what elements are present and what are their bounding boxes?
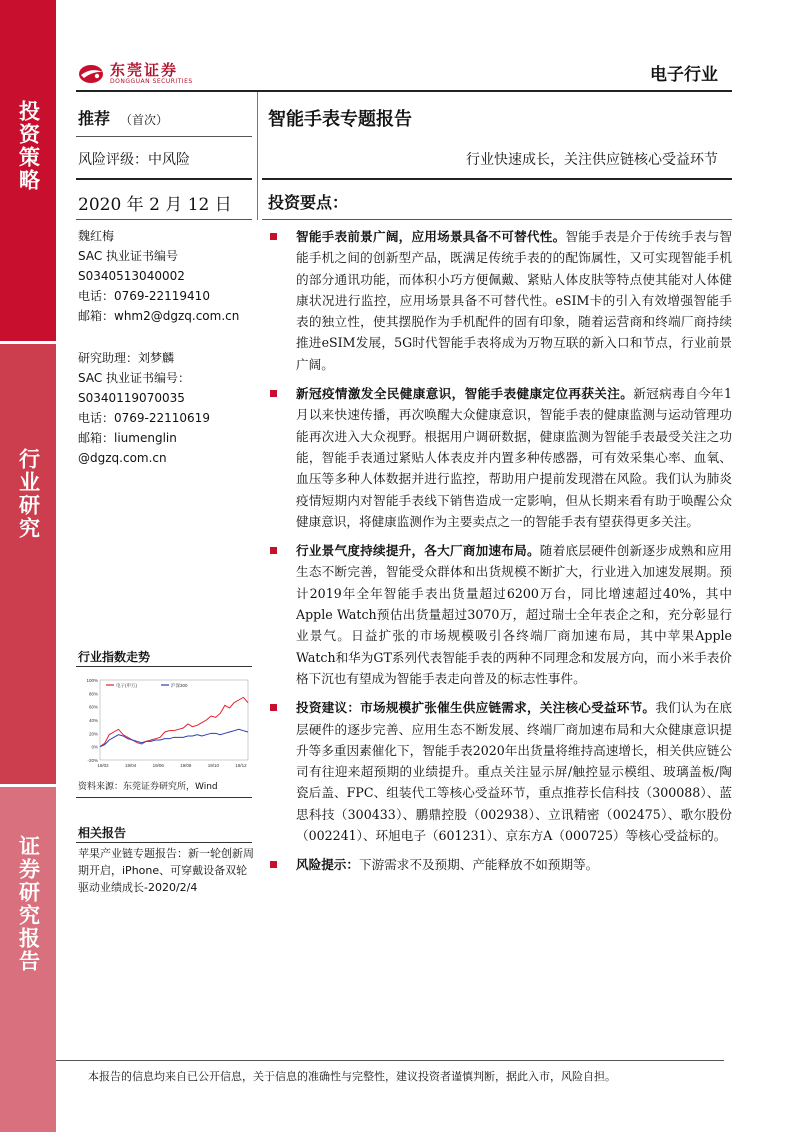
point-body: 随着底层硬件创新逐步成熟和应用生态不断完善，智能受众群体和出货规模不断扩大，行业进入加速发展期。预计2019年全年智能手表出货量超过6200万台，同比增速超过40%，其中Apple Watch预估出货量超过3070万，超过瑞士全年表企之和，充分彰显行业景气。日益扩张的市场规模吸引各终端厂商加速布局，其中苹果Apple Watch和华为GT系列代表智能手表的两种不同理念和发展方向，而小米手表价格下沉也有望成为智能手表走向普及的标志性事件。 xyxy=(296,543,733,686)
y-tick-label: 100% xyxy=(86,678,98,683)
point-body: 我们认为在底层硬件的逐步完善、应用生态不断发展、终端厂商加速布局和大众健康意识提升等多重因素催化下，智能手表2020年出货量将维持高速增长，相关供应链公司有往迎来超预期的业绩提升。重点关注显示屏/触控显示模组、玻璃盖板/陶瓷后盖、FPC、组装代工等核心受益环节，重点推荐长信科技（300088）、蓝思科技（300433）、鹏鼎控股（002938）、立讯精密（002475）、歌尔股份（002241）、环旭电子（601231）、京东方A（000725）等核心受益标的。 xyxy=(296,700,733,844)
series-line-electronics xyxy=(100,697,248,746)
divider xyxy=(76,842,252,843)
sidebar-section-research: 证券研究报告 xyxy=(0,787,56,1132)
y-tick-label: 80% xyxy=(88,691,98,697)
sidebar xyxy=(0,0,56,1132)
report-title: 智能手表专题报告 xyxy=(268,109,412,130)
report-subtitle: 行业快速成长，关注供应链核心受益环节 xyxy=(466,152,718,168)
key-point xyxy=(270,540,732,689)
key-points xyxy=(270,226,732,884)
legend-label: 沪深300 xyxy=(171,683,188,688)
related-reports-title: 相关报告 xyxy=(78,826,127,840)
point-head: 投资建议：市场规模扩张催生供应链需求，关注核心受益环节。 xyxy=(296,700,656,716)
point-head: 新冠疫情激发全民健康意识，智能手表健康定位再获关注。 xyxy=(296,386,634,402)
point-body: 新冠病毒自今年1月以来快速传播，再次唤醒大众健康意识，智能手表的健康监测与运动管理功能再次进入大众视野。根据用户调研数据，健康监测为智能手表最受关注之功能，智能手表通过紧贴人体表皮并内置多种传感器，可有效采集心率、血氧、血压等多种人体数据并进行监控，帮助用户提前发现潜在风险。我们认为肺炎疫情短期内对智能手表线下销售造成一定影响，但从长期来看有助于唤醒公众健康意识，将健康监测作为主要卖点之一的智能手表有望获得更多关注。 xyxy=(296,386,733,529)
risk-level: 风险评级：中风险 xyxy=(78,152,190,168)
divider xyxy=(262,219,732,220)
chart-source: 资料来源：东莞证券研究所，Wind xyxy=(78,782,218,792)
industry-tag: 电子行业 xyxy=(650,65,718,85)
brand-logo-icon xyxy=(78,63,106,85)
series-line-csi300 xyxy=(100,729,248,746)
y-tick-label: 20% xyxy=(88,731,98,737)
related-report-link[interactable]: 苹果产业链专题报告：新一轮创新周期开启，iPhone、可穿戴设备双轮驱动业绩成长-2020/2/4 xyxy=(78,847,254,894)
x-tick-label: 19/06 xyxy=(152,763,164,768)
rating: 推荐 （首次） xyxy=(78,109,169,128)
brand-name-en: DONGGUAN SECURITIES xyxy=(110,78,193,85)
key-point xyxy=(270,226,732,375)
assistant-email-domain: @dgzq.com.cn xyxy=(78,451,167,465)
point-body: 下游需求不及预期、产能释放不如预期等。 xyxy=(358,857,599,873)
bullet-icon xyxy=(270,704,277,711)
divider xyxy=(262,178,732,180)
legend-label: 电子(申万) xyxy=(116,683,137,688)
analyst-name: 魏红梅 xyxy=(78,229,115,243)
assistant-cert-number: S0340119070035 xyxy=(78,391,185,405)
key-point xyxy=(270,697,732,846)
index-trend-chart xyxy=(78,672,252,776)
divider xyxy=(56,1060,724,1061)
header-rule xyxy=(76,90,732,92)
x-tick-label: 19/04 xyxy=(124,763,137,768)
rating-note: （首次） xyxy=(120,113,169,127)
y-tick-label: 40% xyxy=(88,718,98,723)
assistant-cert-label: SAC 执业证书编号： xyxy=(78,371,191,385)
analyst-cert-number: S0340513040002 xyxy=(78,269,185,283)
report-date: 2020 年 2 月 12 日 xyxy=(78,195,232,215)
assistant-email: 邮箱：liumenglin xyxy=(78,431,177,445)
brand-logo xyxy=(78,62,193,86)
x-tick-label: 19/12 xyxy=(235,763,247,768)
chart-title: 行业指数走势 xyxy=(78,650,151,664)
key-point xyxy=(270,383,732,532)
bullet-icon xyxy=(270,390,277,397)
bullet-icon xyxy=(270,233,277,240)
chart-frame xyxy=(100,680,248,760)
y-tick-label: 0% xyxy=(91,744,98,750)
point-body: 智能手表是介于传统手表与智能手机之间的创新型产品，既满足传统手表的的配饰属性，又可实现智能手机的部分通讯功能，而体积小巧方便佩戴、紧贴人体皮肤等特点使其能对人体健康状况进行监控，应用场景具备不可替代性。eSIM卡的引入有效增强智能手表的独立性，使其摆脱作为手机配件的固有印象，随着运营商和终端厂商持续推进eSIM发展，5G时代智能手表将成为万物互联的新入口和节点，行业前景广阔。 xyxy=(296,229,733,372)
x-tick-label: 19/10 xyxy=(207,763,220,768)
analyst-info xyxy=(78,226,239,326)
assistant-name: 研究助理：刘梦麟 xyxy=(78,351,175,365)
assistant-info xyxy=(78,348,210,468)
divider xyxy=(76,136,252,137)
analyst-email: 邮箱：whm2@dgzq.com.cn xyxy=(78,309,240,323)
sidebar-section-strategy: 投资策略 xyxy=(0,0,56,341)
divider xyxy=(76,797,252,798)
x-tick-label: 19/08 xyxy=(180,763,192,768)
divider xyxy=(76,219,252,220)
assistant-phone: 电话：0769-22110619 xyxy=(78,411,210,425)
brand-name-cn: 东莞证券 xyxy=(110,61,179,79)
divider xyxy=(257,92,258,220)
bullet-icon xyxy=(270,547,277,554)
divider xyxy=(76,178,252,180)
bullet-icon xyxy=(270,861,277,868)
key-points-title: 投资要点： xyxy=(268,193,349,212)
y-tick-label: -20% xyxy=(87,758,98,763)
analyst-cert-label: SAC 执业证书编号 xyxy=(78,249,179,263)
key-point xyxy=(270,854,732,875)
point-head: 风险提示： xyxy=(296,857,359,873)
sidebar-section-industry: 行业研究 xyxy=(0,344,56,784)
point-head: 智能手表前景广阔，应用场景具备不可替代性。 xyxy=(296,229,566,244)
point-head: 行业景气度持续提升，各大厂商加速布局。 xyxy=(296,543,540,559)
analyst-phone: 电话：0769-22119410 xyxy=(78,289,210,303)
disclaimer: 本报告的信息均来自已公开信息，关于信息的准确性与完整性，建议投资者谨慎判断，据此入市，风险自担。 xyxy=(88,1070,616,1083)
divider xyxy=(76,666,252,667)
y-tick-label: 60% xyxy=(88,704,98,710)
x-tick-label: 19/02 xyxy=(97,763,109,768)
